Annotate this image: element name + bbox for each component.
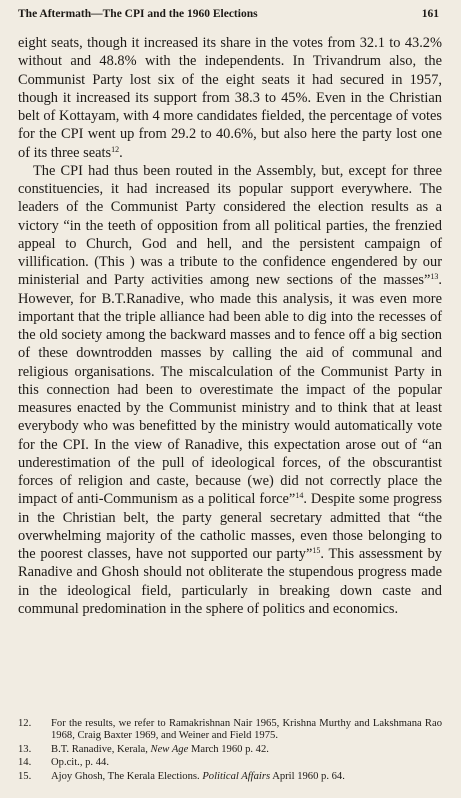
footnote-13	[18, 744, 442, 756]
paragraph-2-text-b: . However, for B.T.Ranadive, who made this analysis, it was even more important that the triple alliance had been able to dig into the recesses of the old society among the backward masses and to fence off a big section of these downtrodden masses by calling the aid of communal and religious organisations. The miscalculation of the Communist Party in this connection had been to overestimate the impact of the popular measures enacted by the Communist ministry and to think that at least everybody who was benefitted by the ministry would automatically vote for the CPI. In the view of Ranadive, this expectation arose out of “an underestimation of the pull of ideological forces, of the obscurantist forces of religion and caste, because (we) did not correctly place the impact of anti-Communism as a political force”	[18, 272, 442, 508]
footnote-number: 14.	[18, 757, 32, 769]
footnote-ref-12[interactable]: 12	[111, 144, 120, 154]
footnote-ref-14[interactable]: 14	[295, 491, 304, 501]
publication-title: Political Affairs	[202, 771, 271, 783]
footnote-text-b: March 1960 p. 42.	[188, 743, 269, 755]
paragraph-2-text-a: The CPI had thus been routed in the Assembly, but, except for three constituencies, it had increased its popular support everywhere. The leaders of the Communist Party considered the election results as a victory “in the teeth of opposition from all political parties, the frenzied appeal to Church, God and hell, and the persistent campaign of villification. (This ) was a tribute to the confidence engendered by our ministerial and Party activities among new sections of the masses”	[18, 162, 442, 289]
footnote-text: Op.cit., p. 44.	[51, 757, 109, 769]
footnote-text	[51, 771, 442, 783]
footnote-ref-13[interactable]: 13	[430, 272, 439, 282]
footnote-number: 12.	[18, 718, 32, 729]
footnote-14	[18, 757, 442, 769]
footnote-number: 15.	[18, 771, 32, 783]
footnote-text-a: B.T. Ranadive, Kerala,	[51, 743, 151, 755]
running-header	[18, 8, 443, 24]
paragraph-2-text-c: . Despite some progress in the Christian belt, the party general secretary admitted that “the overwhelming majority of the catholic masses, even those belonging to the poorest classes, have not supported our party”	[18, 491, 442, 562]
footnote-text-a: Ajoy Ghosh, The Kerala Elections.	[51, 771, 203, 783]
footnote-15	[18, 771, 442, 783]
footnote-text: For the results, we refer to Ramakrishnan Nair 1965, Krishna Murthy and Lakshmana Rao 1968, Craig Baxter 1969, and Weiner and Field 1975.	[51, 718, 442, 741]
paragraph-1	[18, 34, 442, 162]
paragraph-2	[18, 162, 442, 618]
body-text	[18, 34, 442, 618]
footnotes	[18, 718, 442, 785]
footnote-ref-15[interactable]: 15	[312, 546, 321, 555]
footnote-text-b: April 1960 p. 64.	[270, 771, 345, 783]
paragraph-1-end: .	[119, 144, 123, 161]
paragraph-2-text-d: . This assessment by Ranadive and Ghosh should not obliterate the stupendous progress made in the ideological field, particularly in breaking down caste and communal predomination in the sphere of politics and economics.	[18, 546, 443, 617]
publication-title: New Age	[150, 743, 189, 755]
page-number: 161	[421, 8, 439, 20]
paragraph-1-text: eight seats, though it increased its share in the votes from 32.1 to 43.2% without and 48.8% with the independents. In Trivandrum also, the Communist Party lost six of the eight seats it had secured in 1957, though it increased its support from 38.3 to 45%. Even in the Christian belt of Kottayam, with 4 more candidates fielded, the percentage of votes for the CPI went up from 29.2 to 40.6%, but also here the party lost one of its three seats	[18, 35, 442, 161]
footnote-12	[18, 718, 442, 742]
footnote-number: 13.	[18, 743, 32, 755]
running-title: The Aftermath—The CPI and the 1960 Elections	[18, 8, 258, 20]
footnote-text	[51, 744, 442, 756]
